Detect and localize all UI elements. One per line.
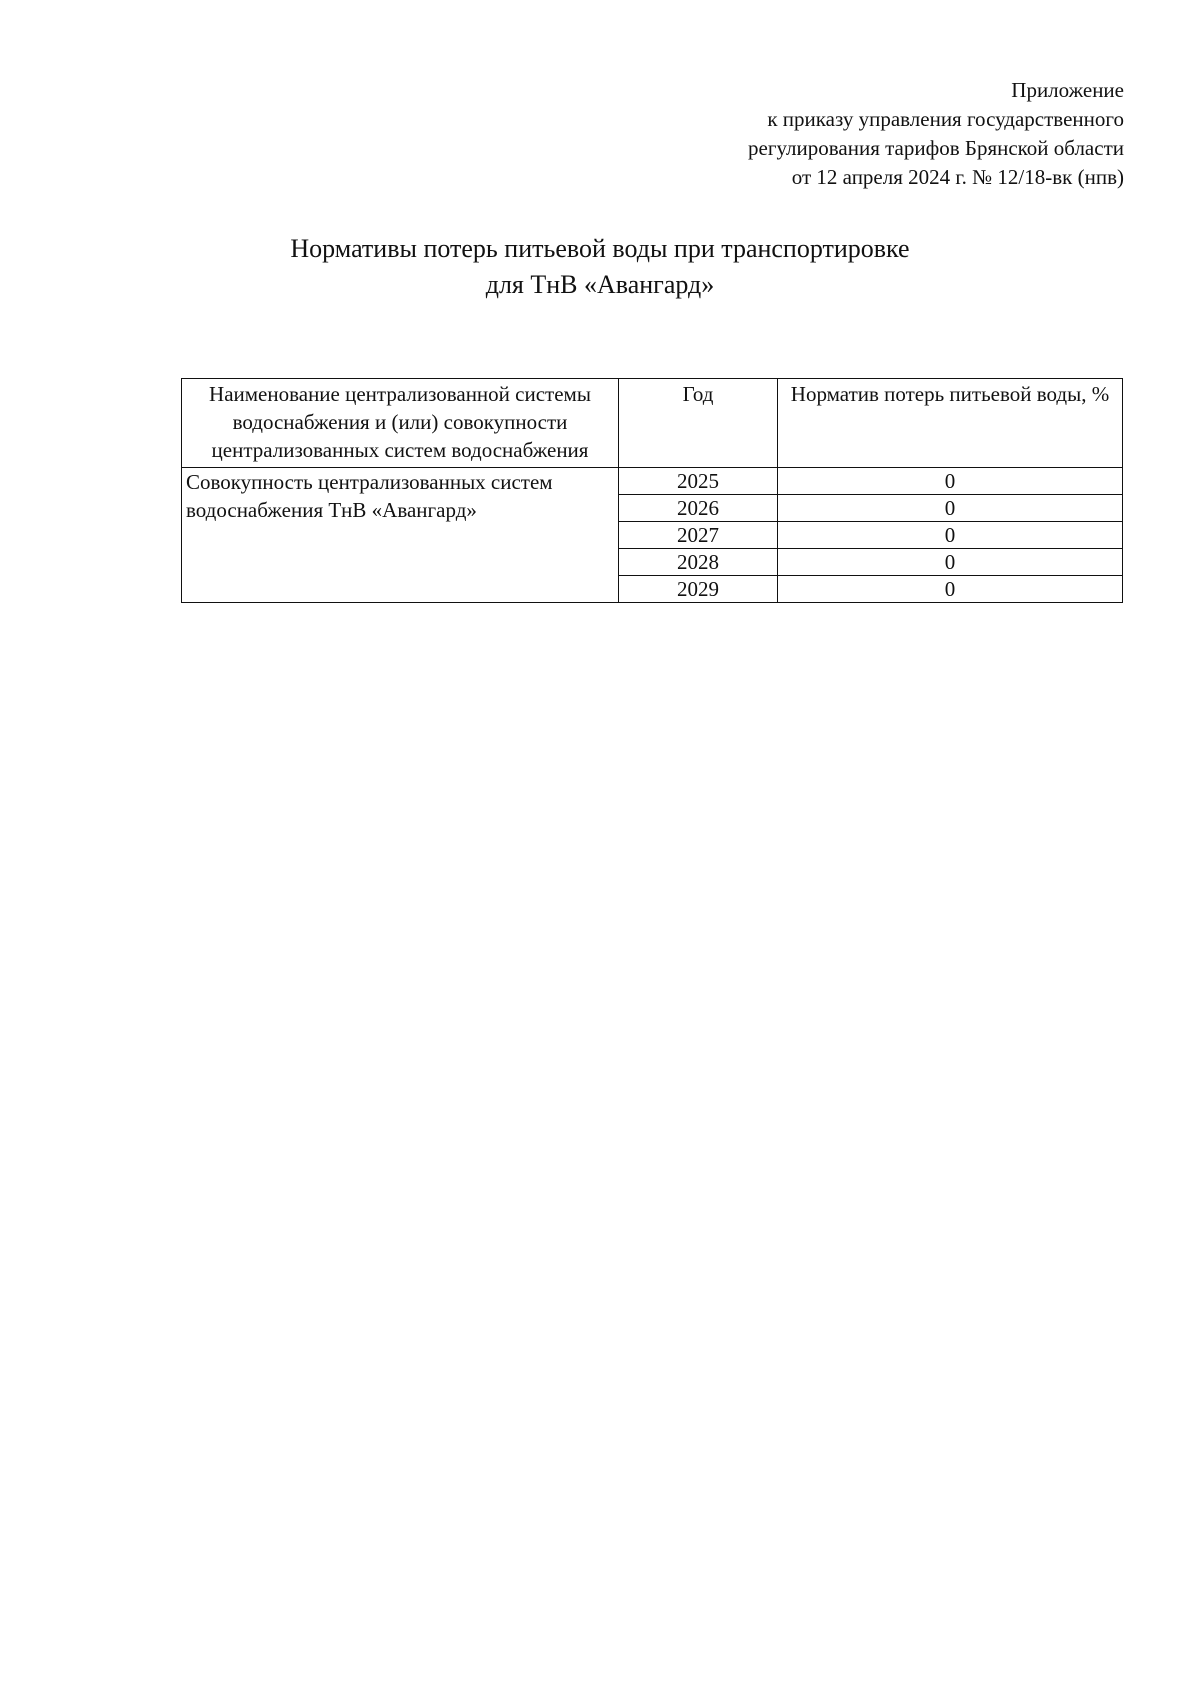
norm-value-cell: 0 [778, 522, 1123, 549]
table-row [182, 468, 1123, 495]
norm-value-cell: 0 [778, 495, 1123, 522]
annex-label: Приложение [1011, 78, 1124, 102]
year-cell: 2025 [619, 468, 778, 495]
header-loss-norm: Норматив потерь питьевой воды, % [778, 379, 1123, 468]
year-cell: 2029 [619, 576, 778, 603]
table-header-row [182, 379, 1123, 468]
header-system-name: Наименование централизованной системы водоснабжения и (или) совокупности централизованных систем водоснабжения [182, 379, 619, 468]
document-title [0, 231, 1200, 303]
header-year: Год [619, 379, 778, 468]
annex-authority: регулирования тарифов Брянской области [748, 136, 1124, 160]
annex-order-date-number: от 12 апреля 2024 г. № 12/18-вк (нпв) [791, 165, 1124, 189]
system-name-cell: Совокупность централизованных систем водоснабжения ТнВ «Авангард» [182, 468, 619, 603]
norm-value-cell: 0 [778, 468, 1123, 495]
title-line-1: Нормативы потерь питьевой воды при транспортировке [290, 234, 910, 263]
year-cell: 2028 [619, 549, 778, 576]
norm-value-cell: 0 [778, 549, 1123, 576]
annex-header [748, 76, 1124, 192]
norm-value-cell: 0 [778, 576, 1123, 603]
annex-order-reference: к приказу управления государственного [767, 107, 1124, 131]
title-line-2: для ТнВ «Авангард» [485, 270, 715, 299]
water-loss-norms-table [181, 378, 1123, 603]
year-cell: 2027 [619, 522, 778, 549]
year-cell: 2026 [619, 495, 778, 522]
